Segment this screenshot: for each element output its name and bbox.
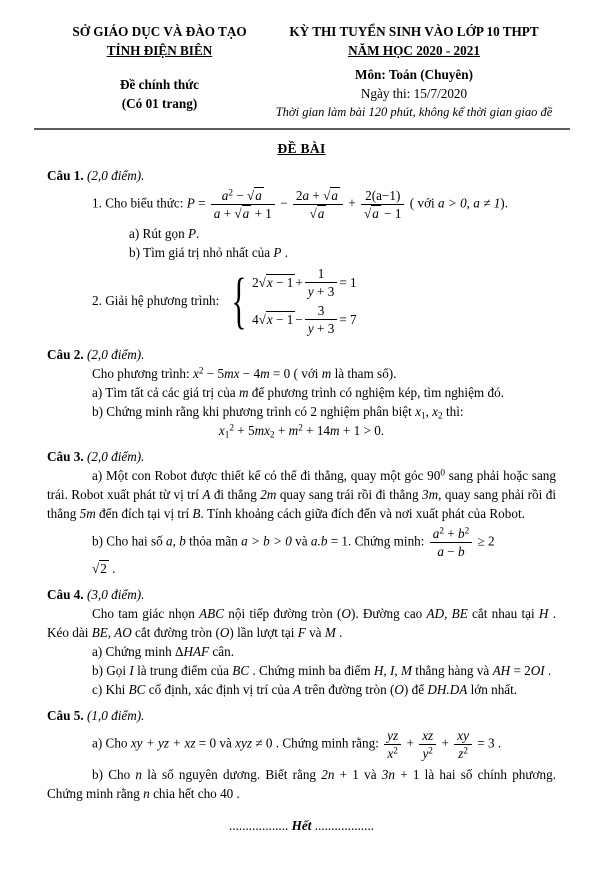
math-fraction: $\frac{1}{y + 3}$ xyxy=(305,266,337,299)
sqrt-radical: √x − 1 xyxy=(258,311,294,327)
question-5 xyxy=(47,706,556,802)
question-2-inequality: $x_1^2 + 5mx_2 + m^2 + 14m + 1 > 0$. xyxy=(218,422,385,440)
question-1 xyxy=(47,166,556,338)
question-4-item-a: a) Chứng minh ΔHAF cân. xyxy=(92,644,234,660)
question-3 xyxy=(47,447,556,578)
question-2-item-a: a) Tìm tất cả các giá trị của m để phương trình có nghiệm kép, tìm nghiệm đó. xyxy=(92,384,504,400)
question-4-heading: Câu 4. (3,0 điểm). xyxy=(47,587,145,603)
question-1-item-a: a) Rút gọn P. xyxy=(129,225,200,241)
question-2-heading: Câu 2. (2,0 điểm). xyxy=(47,346,145,362)
header-divider xyxy=(34,128,570,130)
question-1-heading: Câu 1. (2,0 điểm). xyxy=(47,167,145,183)
question-1-item-b: b) Tìm giá trị nhỏ nhất của P . xyxy=(129,244,289,260)
question-3-item-a: a) Một con Robot được thiết kế có thể đi thẳng, quay một góc $90^0$ sang phải hoặc sang trái. Robot xuất phát từ vị trí A đi thẳng 2m quay sang trái rồi đi thẳng 3m, quay sang phải rồi đi thẳng 5m đến đích tại vị trí B. Tính khoảng cách giữa đích đến và nơi xuất phát của Robot. xyxy=(47,467,556,521)
math-fraction: $\frac{3}{y + 3}$ xyxy=(305,303,337,336)
system-equation-2: 4 √x − 1 − $\frac{3}{y + 3}$ = 7 xyxy=(252,302,357,336)
end-marker: .................. Hết .................. xyxy=(228,817,375,833)
header-left-block xyxy=(47,22,272,121)
sqrt-radical: √2 xyxy=(92,561,107,577)
document-title: ĐỀ BÀI xyxy=(277,141,326,156)
question-3-heading: Câu 3. (2,0 điểm). xyxy=(47,448,145,464)
question-1-system xyxy=(92,264,556,338)
question-5-item-b: b) Cho n là số nguyên dương. Biết rằng 2n + 1 và 3n + 1 là hai số chính phương. Chứng minh rằng n chia hết cho 40 . xyxy=(47,766,556,801)
sqrt-radical: √a xyxy=(234,205,250,221)
question-1-expression: 1. Cho biểu thức: P = $\frac{a^2 - √a}{a + √a + 1}$ − $\frac{2a + √a}{√a}$ + $\frac{2(a-1)}{√a - 1}$ ( với a > 0, a ≠ 1). xyxy=(92,186,508,221)
school-year: NĂM HỌC 2020 - 2021 xyxy=(348,43,480,58)
math-fraction: $\frac{2a + √a}{√a}$ xyxy=(293,188,343,221)
question-3-item-b: b) Cho hai số a, b thỏa mãn a > b > 0 và a.b = 1. Chứng minh: $\frac{a^2 + b^2}{a - b}$ ≥ 2√2 . xyxy=(47,526,556,578)
sqrt-radical: √a xyxy=(309,205,325,221)
header-right-block xyxy=(272,22,556,121)
pages-note: (Có 01 trang) xyxy=(121,96,198,111)
question-5-heading: Câu 5. (1,0 điểm). xyxy=(47,708,145,724)
system-equations xyxy=(252,264,357,338)
sqrt-radical: √a xyxy=(247,187,262,203)
math-fraction: $\frac{2(a-1)}{√a - 1}$ xyxy=(361,188,404,221)
duration-note: Thời gian làm bài 120 phút, không kể thời gian giao đề xyxy=(275,105,553,119)
question-4-item-b: b) Gọi I là trung điểm của BC . Chứng minh ba điểm H, I, M thẳng hàng và AH = 2OI . xyxy=(92,663,552,679)
question-2 xyxy=(47,345,556,440)
question-4-item-c: c) Khi BC cố định, xác định vị trí của A trên đường tròn (O) để DH.DA lớn nhất. xyxy=(92,682,518,698)
system-label: 2. Giải hệ phương trình: xyxy=(92,293,220,309)
system-brace: { xyxy=(231,266,247,335)
math-fraction: $\frac{xz}{y^2}$ xyxy=(419,728,436,761)
subject-line: Môn: Toán (Chuyên) xyxy=(355,67,473,82)
sqrt-radical: √x − 1 xyxy=(258,274,294,290)
sqrt-radical: √a xyxy=(323,187,338,203)
question-2-item-b: b) Chứng minh rằng khi phương trình có 2 nghiệm phân biệt $x_1$, $x_2$ thì: xyxy=(92,403,464,421)
question-5-item-a: a) Cho xy + yz + xz = 0 và xyz ≠ 0 . Chứng minh rằng: $\frac{yz}{x^2}$ + $\frac{xz}{y^2}$ + $\frac{xy}{z^2}$ = 3 . xyxy=(92,728,502,762)
province-name: TỈNH ĐIỆN BIÊN xyxy=(106,43,213,58)
exam-header xyxy=(47,22,556,121)
math-fraction: $\frac{yz}{x^2}$ xyxy=(384,728,401,761)
system-equation-1: 2 √x − 1 + $\frac{1}{y + 3}$ = 1 xyxy=(252,265,357,299)
question-4 xyxy=(47,585,556,699)
question-4-intro: Cho tam giác nhọn ABC nội tiếp đường tròn (O). Đường cao AD, BE cắt nhau tại H . Kéo dài BE, AO cắt đường tròn (O) lần lượt tại F và M . xyxy=(47,606,556,641)
exam-type: Đề chính thức xyxy=(120,77,199,92)
sqrt-radical: √a xyxy=(364,205,379,221)
exam-title: KỲ THI TUYỂN SINH VÀO LỚP 10 THPT xyxy=(289,24,539,39)
math-fraction: $\frac{a^2 - √a}{a + √a + 1}$ xyxy=(211,188,275,221)
question-2-intro: Cho phương trình: $x^2 - 5mx - 4m = 0$ ( với m là tham số). xyxy=(92,365,397,381)
math-fraction: $\frac{xy}{z^2}$ xyxy=(454,728,472,761)
exam-date: Ngày thi: 15/7/2020 xyxy=(360,86,468,101)
department-name: SỞ GIÁO DỤC VÀ ĐÀO TẠO xyxy=(72,24,247,39)
math-fraction: $\frac{a^2 + b^2}{a - b}$ xyxy=(430,526,472,559)
